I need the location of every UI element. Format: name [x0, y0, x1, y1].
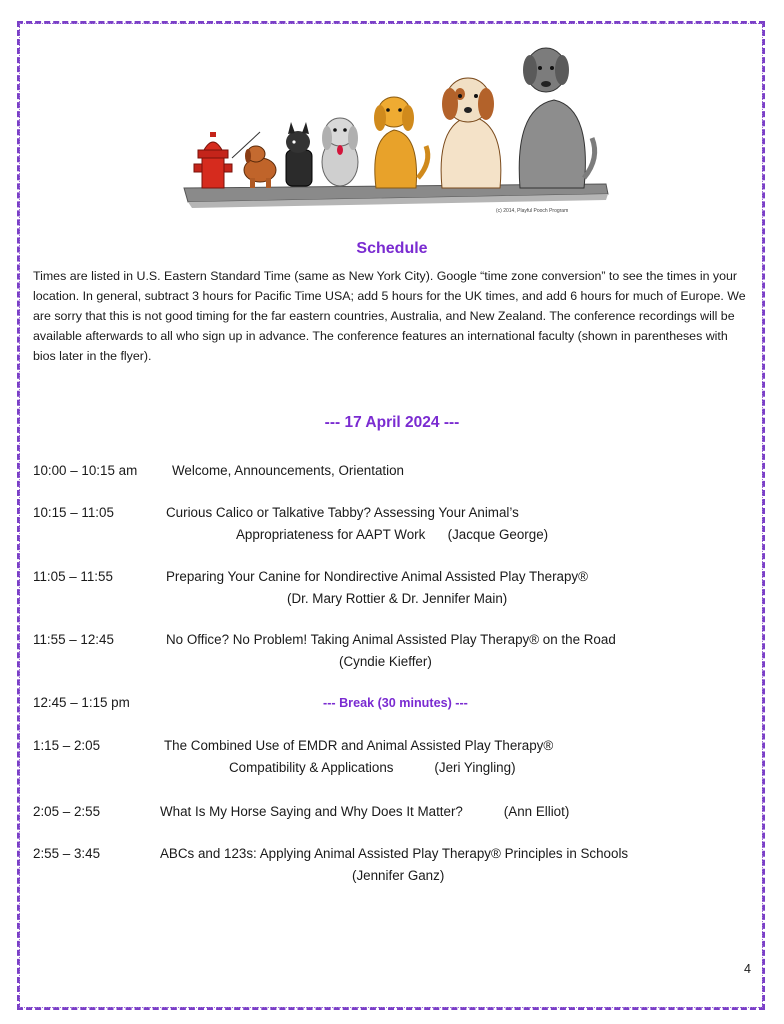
- session-title: Preparing Your Canine for Nondirective Animal Assisted Play Therapy®: [166, 569, 588, 584]
- date-heading: --- 17 April 2024 ---: [324, 414, 460, 431]
- session-title: The Combined Use of EMDR and Animal Assisted Play Therapy®: [164, 738, 554, 753]
- session-time: 2:05 – 2:55: [33, 804, 101, 819]
- st-bernard-icon: [441, 78, 501, 188]
- session-presenter: Compatibility & Applications (Jeri Yingling): [229, 760, 516, 775]
- dogs-illustration: [180, 38, 610, 216]
- schedule-heading: Schedule: [356, 240, 428, 257]
- illustration-credit: (c) 2014, Playful Pooch Program: [496, 208, 569, 214]
- session-presenter: (Jennifer Ganz): [352, 868, 445, 883]
- session-presenter: Appropriateness for AAPT Work (Jacque George): [236, 527, 549, 542]
- session-title: What Is My Horse Saying and Why Does It Matter? (Ann Elliot): [160, 804, 570, 819]
- grey-terrier-icon: [322, 118, 358, 186]
- session-time: 10:15 – 11:05: [33, 505, 114, 520]
- page-number: 4: [744, 962, 751, 976]
- session-presenter: (Dr. Mary Rottier & Dr. Jennifer Main): [287, 591, 508, 606]
- session-title: No Office? No Problem! Taking Animal Assisted Play Therapy® on the Road: [166, 632, 616, 647]
- scottie-dog-icon: [286, 122, 312, 186]
- session-time: 12:45 – 1:15 pm: [33, 695, 130, 710]
- session-time: 11:05 – 11:55: [33, 569, 113, 584]
- session-time: 11:55 – 12:45: [33, 632, 114, 647]
- intro-paragraph: Times are listed in U.S. Eastern Standard Time (same as New York City). Google “time zone conversion” to see the times in your location. In general, subtract 3 hours for Pacific Time USA; add 5 hours for the UK times, and add 6 hours for much of Europe. We are sorry that this is not good timing for the far eastern countries, Australia, and New Zealand. The conference recordings will be available afterwards to all who sign up in advance. The conference features an international faculty (shown in parentheses with bios later in the flyer).: [33, 269, 746, 363]
- session-title: ABCs and 123s: Applying Animal Assisted Play Therapy® Principles in Schools: [160, 846, 629, 861]
- session-time: 1:15 – 2:05: [33, 738, 101, 753]
- session-time: 10:00 – 10:15 am: [33, 463, 138, 478]
- session-title: Welcome, Announcements, Orientation: [172, 463, 404, 478]
- dachshund-icon: [244, 146, 276, 188]
- golden-puppy-icon: [374, 97, 428, 188]
- session-time: 2:55 – 3:45: [33, 846, 101, 861]
- session-title: Curious Calico or Talkative Tabby? Assessing Your Animal’s: [166, 505, 519, 520]
- great-dane-icon: [519, 48, 594, 188]
- session-presenter: (Cyndie Kieffer): [339, 654, 432, 669]
- break-label: --- Break (30 minutes) ---: [323, 696, 468, 710]
